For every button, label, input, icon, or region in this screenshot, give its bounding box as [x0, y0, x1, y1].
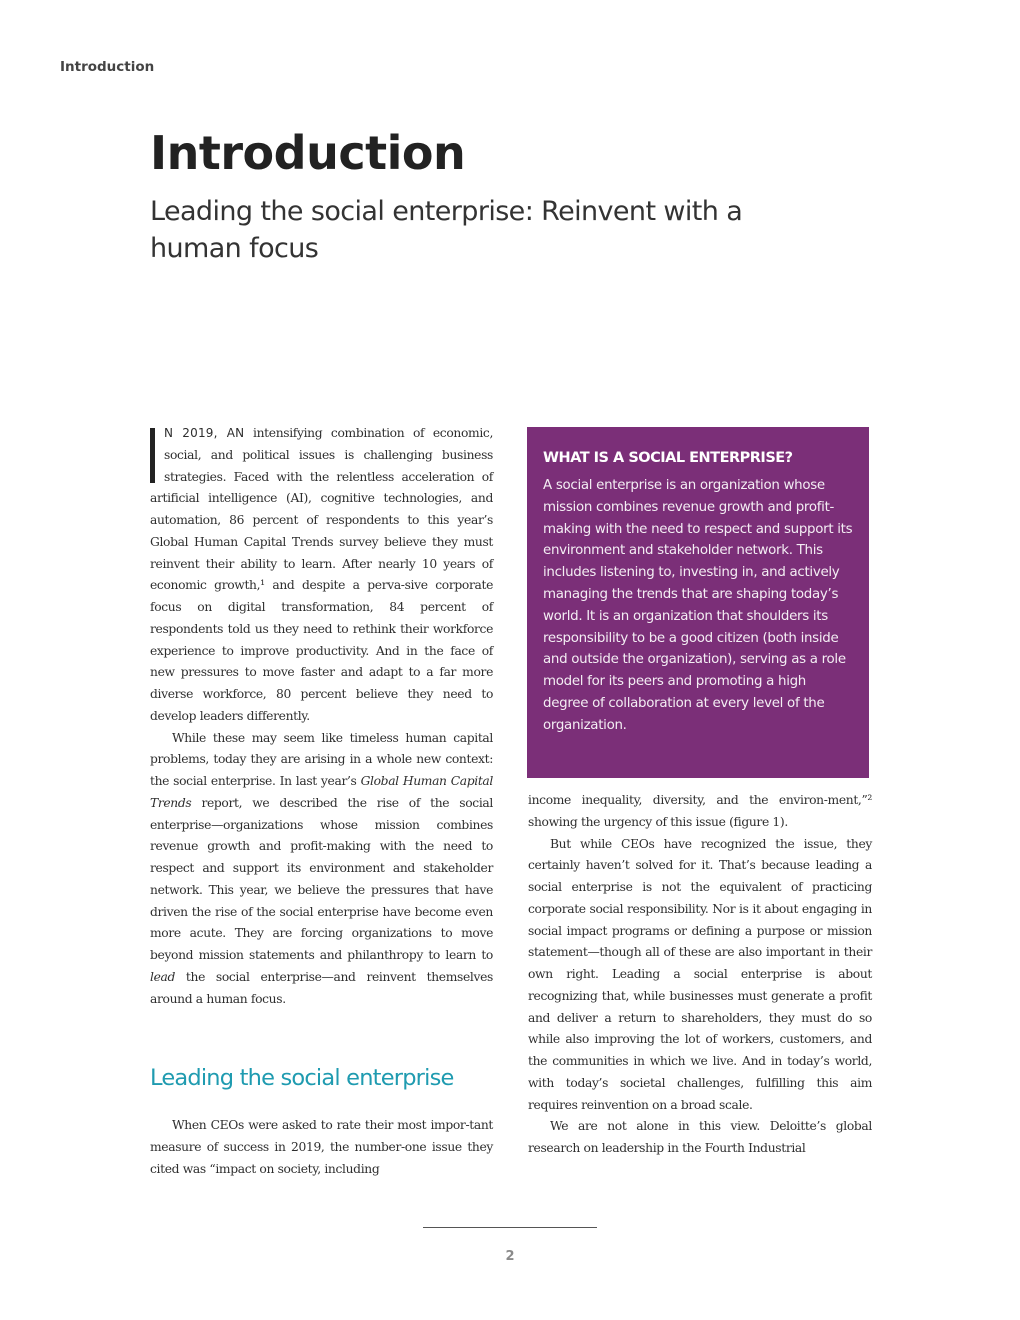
page-title: Introduction [150, 126, 466, 180]
page-number: 2 [505, 1249, 515, 1264]
intro-lead-caps: N 2019, AN [164, 426, 245, 440]
context-paragraph [150, 728, 493, 1011]
definition-sidebar [527, 427, 869, 778]
report-title-italic: Global Human Capital Trends [150, 774, 493, 810]
continuation-paragraph: income inequality, diversity, and the environ-ment,”² showing the urgency of this issue (figure 1). [528, 793, 872, 829]
section-body-left [150, 1115, 493, 1180]
right-column-body [528, 790, 872, 1160]
lead-italic: lead [150, 969, 176, 984]
intro-paragraph [150, 423, 493, 728]
context-text-a: While these may seem like timeless human capital problems, today they are arising in a whole new context: the social enterprise. In last year’s [150, 730, 493, 788]
research-paragraph: We are not alone in this view. Deloitte’s global research on leadership in the Fourth Industrial [528, 1119, 872, 1155]
section-heading: Leading the social enterprise [150, 1065, 454, 1091]
sidebar-body: A social enterprise is an organization whose mission combines revenue growth and profit-making with the need to respect and support its environment and stakeholder network. This includes listening to, investing in, and actively managing the trends that are shaping today’s world. It is an organization that shoulders its responsibility to be a good citizen (both inside and outside the organization), serving as a role model for its peers and promoting a high degree of collaboration at every level of the organization. [543, 478, 853, 733]
running-head: Introduction [60, 59, 155, 75]
page-subtitle: Leading the social enterprise: Reinvent with a human focus [150, 196, 743, 264]
drop-cap-bar [150, 428, 155, 483]
ceo-issue-paragraph: But while CEOs have recognized the issue, they certainly haven’t solved for it. That’s because leading a social enterprise is not the equivalent of practicing corporate social responsibility. Nor is it about engaging in social impact programs or defining a purpose or mission statement—though all of these are also important in their own right. Leading a social enterprise is about recognizing that, while businesses must generate a profit and deliver a return to shareholders, they must do so while also improving the lot of workers, customers, and the communities in which we live. And in today’s world, with today’s societal challenges, fulfilling this aim requires reinvention on a broad scale. [528, 836, 872, 1112]
intro-paragraph-text: intensifying combination of economic, social, and political issues is challenging business strategies. Faced with the relentless acceleration of artificial intelligence (AI), cognitive technologies, and automation, 86 percent of respondents to this year’s Global Human Capital Trends survey believe they must reinvent their ability to learn. After nearly 10 years of economic growth,¹ and despite a perva-sive corporate focus on digital transformation, 84 percent of respondents told us they need to rethink their workforce experience to improve productivity. And in the face of new pressures to move faster and adapt to a far more diverse workforce, 80 percent believe they need to develop leaders differently. [150, 426, 493, 723]
left-column-body [150, 423, 493, 1010]
footer-divider [423, 1227, 597, 1228]
ceo-paragraph: When CEOs were asked to rate their most impor-tant measure of success in 2019, the number-one issue they cited was “impact on society, including [150, 1118, 493, 1176]
context-text-b: report, we described the rise of the social enterprise—organizations whose mission combines revenue growth and profit-making with the need to respect and support its environment and stakeholder network. This year, we believe the pressures that have driven the rise of the social enterprise have become even more acute. They are forcing organizations to move beyond mission statements and philanthropy to learn to [150, 795, 493, 962]
context-text-c: the social enterprise—and reinvent themselves around a human focus. [150, 969, 493, 1006]
sidebar-heading: WHAT IS A SOCIAL ENTERPRISE? [543, 450, 793, 466]
